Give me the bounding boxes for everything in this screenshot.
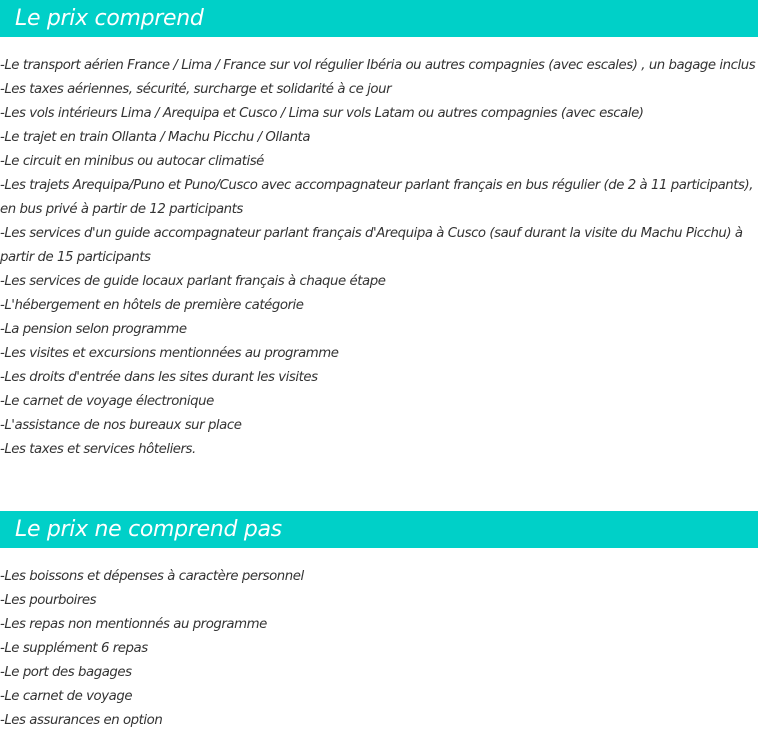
list-item: -L'hébergement en hôtels de première catégorie bbox=[0, 298, 304, 313]
excluded-section-title: Le prix ne comprend pas bbox=[15, 517, 282, 542]
list-item: -La pension selon programme bbox=[0, 322, 187, 337]
list-item: -Les repas non mentionnés au programme bbox=[0, 617, 267, 632]
list-item: -Les taxes et services hôteliers. bbox=[0, 442, 196, 457]
list-item: -Les droits d'entrée dans les sites durant les visites bbox=[0, 370, 318, 385]
included-section-header bbox=[0, 0, 758, 37]
list-item: -Les taxes aériennes, sécurité, surcharge et solidarité à ce jour bbox=[0, 82, 392, 97]
list-item: -Les visites et excursions mentionnées au programme bbox=[0, 346, 339, 361]
list-item: -Le circuit en minibus ou autocar climatisé bbox=[0, 154, 264, 169]
list-item: -Les services d'un guide accompagnateur parlant français d'Arequipa à Cusco (sauf durant la visite du Machu Picchu) à partir de 15 participants bbox=[0, 226, 743, 265]
list-item: -Les trajets Arequipa/Puno et Puno/Cusco avec accompagnateur parlant français en bus régulier (de 2 à 11 participants), en bus privé à partir de 12 participants bbox=[0, 178, 754, 217]
excluded-items-list bbox=[0, 565, 758, 733]
list-item: -Les boissons et dépenses à caractère personnel bbox=[0, 569, 304, 584]
list-item: -Le carnet de voyage électronique bbox=[0, 394, 214, 409]
list-item: -Le supplément 6 repas bbox=[0, 641, 148, 656]
included-items-list bbox=[0, 54, 758, 462]
included-section-title: Le prix comprend bbox=[15, 6, 204, 31]
list-item: -Le trajet en train Ollanta / Machu Picchu / Ollanta bbox=[0, 130, 311, 145]
list-item: -L'assistance de nos bureaux sur place bbox=[0, 418, 242, 433]
list-item: -Le transport aérien France / Lima / France sur vol régulier Ibéria ou autres compagnies (avec escales) , un bagage inclus bbox=[0, 58, 756, 73]
list-item: -Le port des bagages bbox=[0, 665, 132, 680]
list-item: -Les assurances en option bbox=[0, 713, 163, 728]
list-item: -Le carnet de voyage bbox=[0, 689, 133, 704]
excluded-section-header bbox=[0, 511, 758, 548]
list-item: -Les vols intérieurs Lima / Arequipa et Cusco / Lima sur vols Latam ou autres compagnies (avec escale) bbox=[0, 106, 644, 121]
list-item: -Les pourboires bbox=[0, 593, 97, 608]
list-item: -Les services de guide locaux parlant français à chaque étape bbox=[0, 274, 386, 289]
